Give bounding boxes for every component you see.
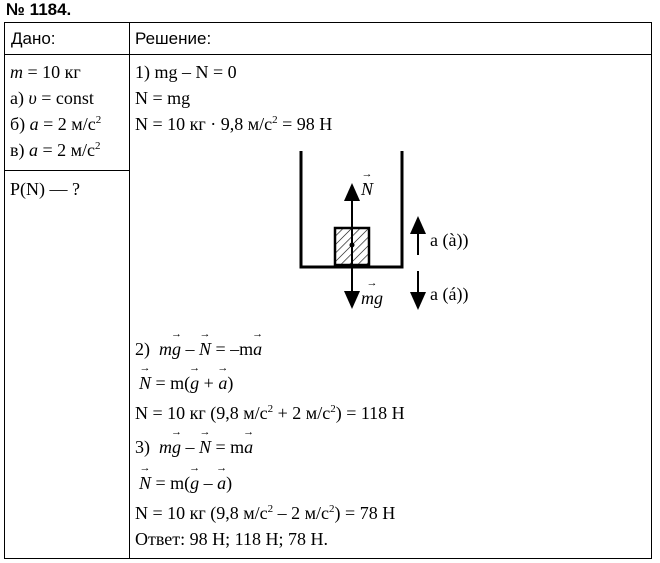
step2-result: N = 10 кг (9,8 $м/с^2 + 2$ $м/с^2) = 118$ Н bbox=[135, 403, 405, 423]
given-mass: m = 10 кг bbox=[10, 62, 81, 82]
step1-equation: 1) mg – N = 0 bbox=[135, 62, 237, 82]
acceleration-down-label: a (á)) bbox=[430, 284, 469, 304]
step3-normal-force: → N = m(→ g – → a) bbox=[139, 473, 232, 494]
step2-normal-force: → N = m(→ g + → a) bbox=[139, 373, 233, 394]
normal-force-label: → N bbox=[361, 179, 373, 200]
step1-normal-force: N = mg bbox=[135, 88, 191, 108]
step2-equation: 2) m→ g – → N = –m→ a bbox=[135, 339, 262, 360]
problem-number: № 1184. bbox=[6, 0, 72, 19]
given-case-a: а) υ = const bbox=[10, 88, 94, 108]
step3-result: N = 10 кг (9,8 $м/с^2 - 2$ $м/с^2) = 78$ Н bbox=[135, 503, 396, 523]
elevator-diagram bbox=[5, 23, 653, 560]
acceleration-up-label: a (à)) bbox=[430, 230, 469, 250]
step1-result: N = 10 кг · 9,8 $м/с^2 = 98$ Н bbox=[135, 114, 333, 134]
given-case-c: в) a = 2 $м/с^2$ bbox=[10, 140, 101, 160]
center-of-mass bbox=[350, 243, 355, 248]
gravity-label: → mg bbox=[361, 288, 383, 309]
step3-equation: 3) m→ g – → N = m→ a bbox=[135, 437, 253, 458]
given-case-b: б) a = 2 $м/с^2$ bbox=[10, 114, 102, 134]
find-quantity: P(N) — ? bbox=[10, 179, 80, 199]
answer-line: Ответ: 98 Н; 118 Н; 78 Н. bbox=[135, 529, 328, 549]
solution-table bbox=[4, 22, 652, 559]
given-header: Дано: bbox=[11, 29, 56, 48]
solution-header: Решение: bbox=[135, 29, 212, 48]
